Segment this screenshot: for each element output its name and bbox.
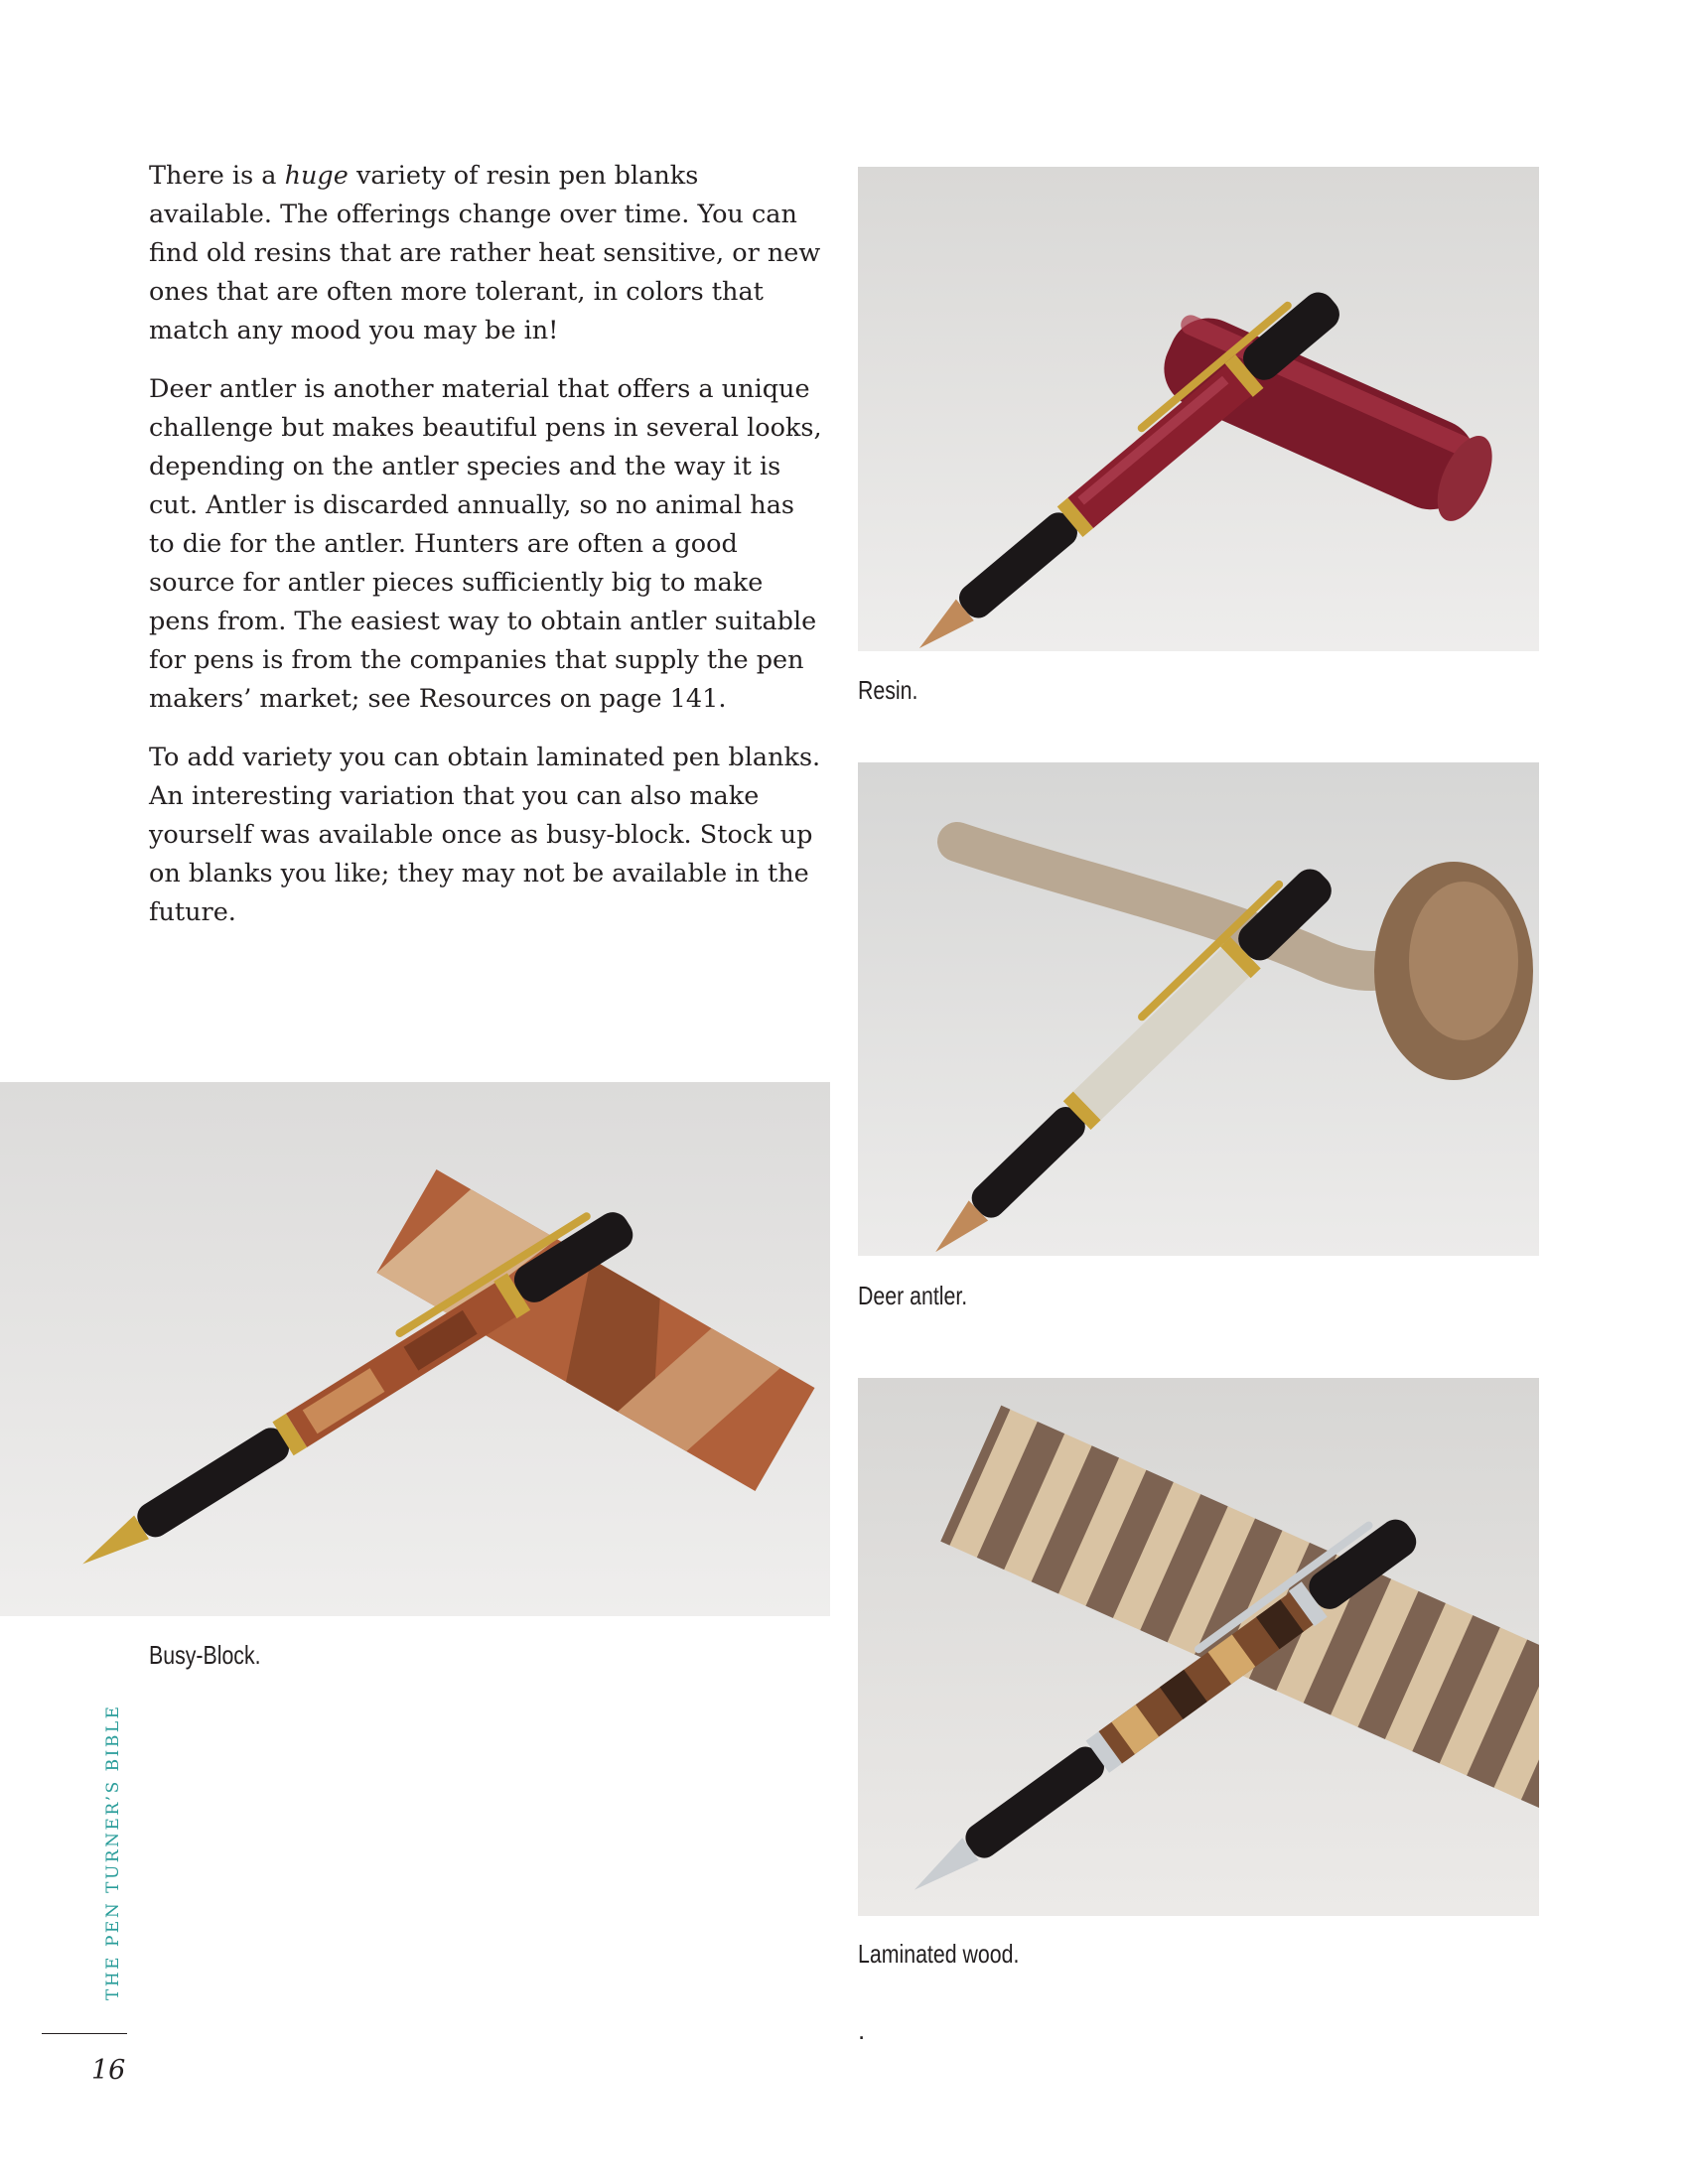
antler-pen-icon [858,762,1539,1256]
paragraph-laminated: To add variety you can obtain laminated pen blanks. An interesting variation that you can also make yourself was available once as busy-block. Stock up on blanks you like; they may not be available in the future. [149,743,821,927]
running-head: THE PEN TURNER’S BIBLE [103,1704,123,2000]
paragraph-resin-rest: variety of resin pen blanks available. The offerings change over time. You can find old resins that are rather heat sensitive, or new ones that are often more tolerant, in colors that match any mood you may be in! [149,161,821,345]
laminated-wood-pen-photo [858,1378,1539,1916]
page-number: 16 [91,2055,126,2086]
resin-pen-photo [858,167,1539,651]
paragraph-resin-emphasis: huge [284,161,349,191]
folio-rule [42,2033,127,2034]
caption-antler: Deer antler. [858,1281,968,1310]
antler-pen-photo [858,762,1539,1256]
paragraph-antler: Deer antler is another material that offers a unique challenge but makes beautiful pens in several looks, depending on the antler species and the way it is cut. Antler is discarded annually, so no animal has to die for the antler. Hunters are often a good source for antler pieces sufficiently big to make pens from. The easiest way to obtain antler suitable for pens is from the companies that supply the pen makers’ market; see Resources on page 141. [149,374,822,714]
busy-block-pen-photo [0,1082,830,1616]
resin-pen-icon [858,167,1539,651]
laminated-wood-pen-icon [858,1378,1539,1916]
paragraph-resin [149,157,824,350]
caption-resin: Resin. [858,675,918,705]
body-text-column [149,157,824,952]
stray-mark: . [858,2015,866,2045]
caption-laminated: Laminated wood. [858,1939,1020,1969]
busy-block-pen-icon [0,1082,830,1616]
paragraph-resin-lead: There is a [149,161,285,191]
caption-busy-block: Busy-Block. [149,1640,261,1670]
